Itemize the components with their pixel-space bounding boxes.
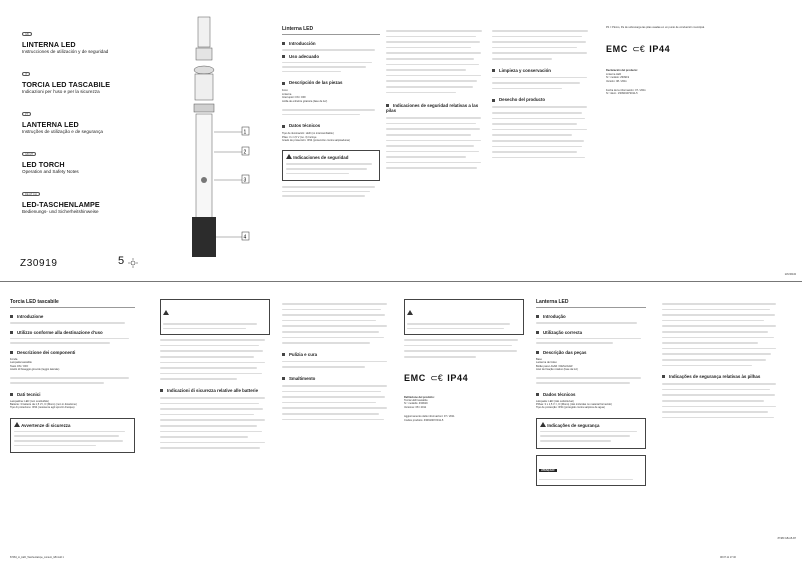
column-es-1 [282,26,380,200]
section-label: Introducción [289,41,316,46]
ip-rating: IP44 [649,44,671,55]
lang-title: LED-TASCHENLAMPE [22,200,100,209]
table-cell: 3 x 1,5 V =, D (Mono) (não incluídas no material fornecido) [544,403,612,406]
table-cell: 3 x 1,5 V (no. 3) Incluye [289,135,317,139]
declaration-line: Torcia LED tascabile [404,398,428,402]
list-item: Base [536,357,542,361]
list-item: Botão para LIGAR / DESLIGAR [536,364,573,368]
table-cell: Pilas: [282,135,289,139]
lang-title: LED TORCH [22,160,65,169]
callout-label: 4 [243,234,247,241]
table-cell: Tipo de iluminación: [282,132,305,136]
lang-subtitle: Instruções de utilização e de segurança [22,129,103,134]
table-cell: Pilhas: [536,403,544,406]
callout-label: 3 [243,177,247,184]
declaration-line: Versione: 08 / 2011 [404,405,427,409]
flag-label: IT [22,72,30,76]
warning-icon [540,422,546,427]
declaration-line: Linterna LED [606,72,622,76]
section-label: Limpieza y conservación [499,67,551,73]
info-date: Fecha de la información: 07 / 2011 [606,89,646,93]
declaration-line: Versión: 08 / 2011 [606,79,627,83]
column-header: Linterna LED [282,26,380,35]
list-item: Anel de fixação rotativo (fase da luz) [536,368,578,371]
table-cell: Lâmpada: [536,399,548,403]
ip-rating: IP44 [447,372,469,383]
warning-box [282,150,380,181]
table-cell: LED (não substituível) [548,399,574,403]
section-label: Introduzione [17,314,44,319]
section-label: Indicações de segurança relativas às pilhas [669,374,761,380]
lang-subtitle: Indicazioni per l’uso e per la sicurezza [22,89,100,94]
section-heading [282,54,380,59]
column-es-4 [606,26,776,96]
list-item: Lampada tascabile [10,361,32,365]
section-heading [492,68,592,73]
section-label: Uso adecuado [289,53,320,59]
page-two [0,285,802,567]
column-es-2 [386,26,486,173]
table-row [536,406,646,409]
page-one [0,0,802,280]
section-heading [160,388,270,393]
warning-heading [286,154,376,160]
ce-icon: ⊂€ [430,372,443,383]
section-heading [282,80,380,85]
disposal-note: Pb = Plomo, Pa de sobrecarga las pilas usadas en un punto de conducción municipal. [606,26,705,29]
section-heading [282,352,392,357]
language-titles [22,22,172,214]
warning-box [404,299,524,335]
section-label: Utilizzo conforme alla destinazione d'uso [17,329,103,335]
table-cell: Tipo de protecção: [536,406,558,410]
lang-block [22,142,172,174]
callout-label: 2 [243,149,247,156]
warning-box [536,418,646,449]
lang-block [22,102,172,134]
parts-list [282,89,380,103]
column-es-3 [492,26,592,162]
section-heading [536,350,646,355]
section-label: Descripción de las piezas [289,80,343,86]
list-item: Anilla de enhebre giratoria (fase de luz) [282,99,328,103]
section-heading [492,97,592,102]
column-header: Lanterna LED [536,299,646,308]
corner-code: IAN 66434 [784,273,796,276]
table-cell: 3 batterie da 1,5 V=, D (Mono) (non in dotazione) [20,403,77,406]
column-it-2 [160,299,270,453]
section-label: Descrição das peças [543,349,587,355]
table-cell: Batterie: [10,403,20,406]
print-footer-right: 08.07.11 17:46 [720,556,736,559]
list-item: Interruptor ON / OFF [282,96,306,100]
lang-title: LINTERNA LED [22,40,76,49]
warning-chip: ATENÇÃO! [541,468,555,472]
section-label: Utilização correcta [543,329,583,335]
section-heading [282,123,380,128]
emc-mark: EMC [404,372,426,383]
tech-table [10,400,135,410]
model-number: Z30919 [20,258,58,269]
emc-mark: EMC [606,44,628,55]
lang-title: LANTERNA LED [22,120,79,129]
section-label: Datos técnicos [289,123,321,129]
column-it-4 [404,299,524,422]
certification-marks [606,39,776,57]
section-heading [10,392,135,397]
lang-subtitle: Operation and Safety Notes [22,169,79,174]
list-item: Foco [282,89,288,93]
info-id: N.º ident.: Z30919072011-5 [606,92,638,96]
table-row [282,139,380,142]
section-label: Descrizione dei componenti [17,349,76,355]
list-item: Lanterna de bolso [536,361,557,365]
declaration-line: N.º modelo: Z30919 [606,76,630,80]
section-heading [282,376,392,381]
section-heading [536,392,646,397]
table-cell: Tipo di protezione: [10,406,32,410]
list-item: Anello di fissaggio girevole (leggio laterale) [10,368,60,371]
flag-label: DE AT CH [22,192,40,196]
section-label: Indicações de segurança [547,422,600,428]
flashlight-illustration [178,12,268,267]
flag-label: PT [22,112,31,116]
declaration-line: N.º modello: Z30919 [404,402,428,406]
section-heading [10,314,135,319]
lang-block [22,62,172,94]
info-date: Aggiornamento delle informazioni: 07 / 2011 [404,415,455,419]
table-cell: LED (no intercambiable) [305,132,334,136]
list-item: Tasto ON / OFF [10,364,29,368]
section-label: Dados técnicos [543,391,576,397]
column-it-3 [282,299,392,424]
warning-icon [14,422,20,427]
print-footer-left: 87484_Lt_LED_Taschenlampe_content_GB.indd 1 [10,556,64,559]
certification-marks [404,368,524,386]
column-it-1 [10,299,135,453]
section-heading [662,374,782,379]
list-item: Linterna [282,92,292,96]
table-row [10,406,135,409]
warning-icon [286,154,292,159]
warning-heading [540,422,642,428]
table-cell: IP44 (protegido contra salpicos de água) [558,406,605,410]
section-label: Dati tecnici [17,391,41,397]
lang-subtitle: Bedienungs- und Sicherheitshinweise [22,209,99,214]
warning-box [10,418,135,453]
section-label: Pulizia e cura [289,351,318,357]
lang-title: TORCIA LED TASCABILE [22,80,111,89]
table-cell: IP44 (resistente agli spruzzi d'acqua) [31,406,75,410]
section-label: Introdução [543,314,566,319]
sun-icon [128,258,138,268]
lang-block [22,22,172,54]
section-heading [10,330,135,335]
table-cell: LED (non sostituibile) [24,399,49,403]
section-label: Indicaciones de seguridad [293,155,349,161]
warning-box [160,299,270,335]
warning-heading [14,422,131,428]
section-label: Indicazioni di sicurezza relative alle batterie [167,387,259,393]
list-item: Fonda [10,357,18,361]
warning-icon [407,310,413,315]
lang-subtitle: Instrucciones de utilización y de seguridad [22,49,109,54]
section-label: Desecho del producto [499,97,546,103]
warning-icon [163,310,169,315]
lang-block [22,182,172,214]
info-id: Codice prodotto: Z30919072011-5 [404,418,444,422]
column-pt-1 [536,299,646,486]
ce-icon: ⊂€ [632,44,645,55]
section-label: Avvertenze di sicurezza [21,422,71,428]
column-header: Torcia LED tascabile [10,299,135,308]
section-label: Indicaciones de seguridad relativas a las pilas [386,103,479,114]
section-heading [282,41,380,46]
section-heading [536,330,646,335]
declaration-title: Declaración del producto: [606,69,638,73]
parts-list [10,358,135,372]
warning-box [536,455,646,487]
callout-label: 1 [243,129,247,136]
parts-list [536,358,646,372]
section-heading [10,350,135,355]
flag-label: GB MT [22,152,36,156]
tech-table [282,132,380,142]
corner-code: 87480 GB-A5 AH [777,537,796,540]
section-heading [536,314,646,319]
table-cell: Grado de protección: [282,139,307,142]
section-label: Smaltimento [289,375,316,381]
table-cell: IP44 (protección contra salpicaduras) [306,139,350,142]
section-heading [386,103,486,113]
declaration-title: Definizione del prodotto: [404,395,435,399]
flag-label: GB [22,32,32,36]
tech-table [536,400,646,410]
column-pt-2 [662,299,782,422]
table-cell: Lampadina: [10,399,24,403]
model-suffix: 5 [118,255,125,267]
page-divider [0,281,802,282]
